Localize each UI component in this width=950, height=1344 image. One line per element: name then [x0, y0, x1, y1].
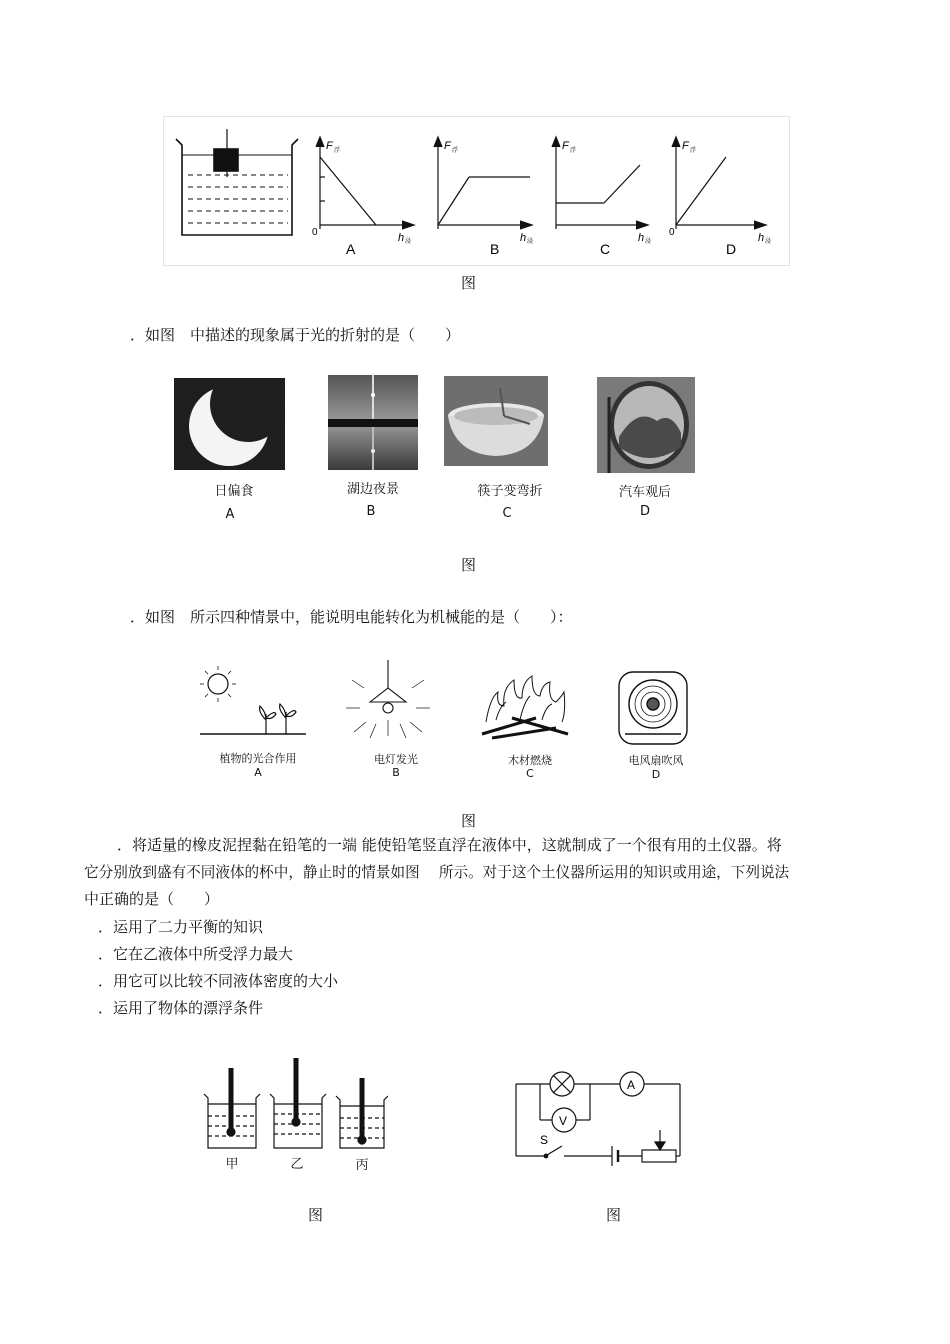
bowl-chopsticks-photo [444, 376, 548, 466]
eclipse-photo [174, 378, 285, 470]
ammeter-label: A [627, 1078, 636, 1092]
figure-1-caption: 图 [461, 274, 477, 292]
energy-option-c-label: 木材燃烧 [508, 754, 552, 767]
energy-option-d-label: 电风扇吹风 [628, 754, 684, 767]
buoyancy-graphs [164, 117, 789, 265]
graph-d-ylabel: F [682, 140, 689, 152]
graph-a-ylabel: F [326, 140, 333, 152]
energy-option-a-label: 植物的光合作用 [219, 752, 297, 765]
option-d-letter: D [639, 504, 650, 519]
densimeter-line-3: 中正确的是（ ） [84, 890, 220, 908]
graph-b-letter: B [490, 241, 500, 257]
graph-a-letter: A [346, 241, 356, 257]
lake-night-photo [328, 375, 418, 470]
figure-5-caption: 图 [606, 1206, 622, 1224]
svg-text:0: 0 [312, 227, 318, 238]
circuit-diagram [510, 1064, 690, 1168]
svg-text:浮: 浮 [334, 148, 341, 154]
choice-d: ．运用了物体的漂浮条件 [98, 999, 264, 1017]
energy-option-b-label: 电灯发光 [374, 753, 418, 766]
svg-text:浮: 浮 [690, 148, 697, 154]
option-c-letter: C [502, 506, 512, 521]
graph-b-xlabel: h [520, 232, 527, 244]
svg-text:浸: 浸 [765, 239, 772, 245]
voltmeter-label: V [559, 1114, 568, 1128]
photosynthesis-drawing [196, 662, 308, 744]
cup-label-bing: 丙 [355, 1158, 369, 1173]
graph-d-xlabel: h [758, 232, 765, 244]
mirror-photo [597, 377, 695, 473]
svg-text:浮: 浮 [570, 148, 577, 154]
figure-1 [163, 116, 790, 266]
choice-c: ．用它可以比较不同液体密度的大小 [98, 972, 339, 990]
option-d-label: 汽车观后 [618, 485, 671, 500]
energy-option-b-letter: B [392, 766, 400, 779]
graph-d-letter: D [726, 241, 737, 257]
figure-3-caption: 图 [461, 812, 477, 830]
choice-b: ．它在乙液体中所受浮力最大 [98, 945, 294, 963]
cup-label-yi: 乙 [290, 1157, 304, 1172]
rheostat [642, 1150, 676, 1162]
graph-c-letter: C [600, 241, 611, 257]
cup-label-jia: 甲 [225, 1157, 239, 1172]
graph-c-ylabel: F [562, 140, 569, 152]
energy-option-c-letter: C [526, 767, 534, 780]
figure-2-caption: 图 [461, 556, 477, 574]
choice-a: ．运用了二力平衡的知识 [98, 918, 264, 936]
energy-option-a-letter: A [254, 766, 262, 779]
question-refraction-text: ．如图 中描述的现象属于光的折射的是（ ） [130, 326, 461, 344]
option-a-letter: A [225, 507, 235, 522]
svg-text:浸: 浸 [645, 239, 652, 245]
graph-b-ylabel: F [444, 140, 451, 152]
graph-a-xlabel: h [398, 232, 405, 244]
figure-4-caption: 图 [308, 1206, 324, 1224]
fan-drawing [615, 668, 693, 748]
beaker-diagram [176, 129, 298, 235]
svg-text:浮: 浮 [452, 148, 459, 154]
option-b-label: 湖边夜景 [346, 482, 399, 497]
densimeter-line-1: ．将适量的橡皮泥捏黏在铅笔的一端 能使铅笔竖直浮在液体中，这就制成了一个很有用的土仪器。将 [117, 836, 782, 854]
option-c-label: 筷子变弯折 [477, 484, 543, 499]
svg-text:浸: 浸 [405, 239, 412, 245]
svg-text:浸: 浸 [527, 239, 534, 245]
question-energy-text: ．如图 所示四种情景中，能说明电能转化为机械能的是（ ）： [130, 608, 573, 626]
lamp-drawing [340, 658, 436, 744]
graph-c-xlabel: h [638, 232, 645, 244]
densimeter-line-2: 它分别放到盛有不同液体的杯中，静止时的情景如图 所示。对于这个土仪器所运用的知识或用途，下列说法 [84, 864, 790, 881]
option-a-label: 日偏食 [214, 484, 254, 499]
switch-label: S [540, 1133, 549, 1147]
energy-option-d-letter: D [651, 768, 661, 781]
option-b-letter: B [366, 504, 376, 519]
svg-text:0: 0 [669, 227, 675, 238]
fire-drawing [476, 672, 572, 744]
